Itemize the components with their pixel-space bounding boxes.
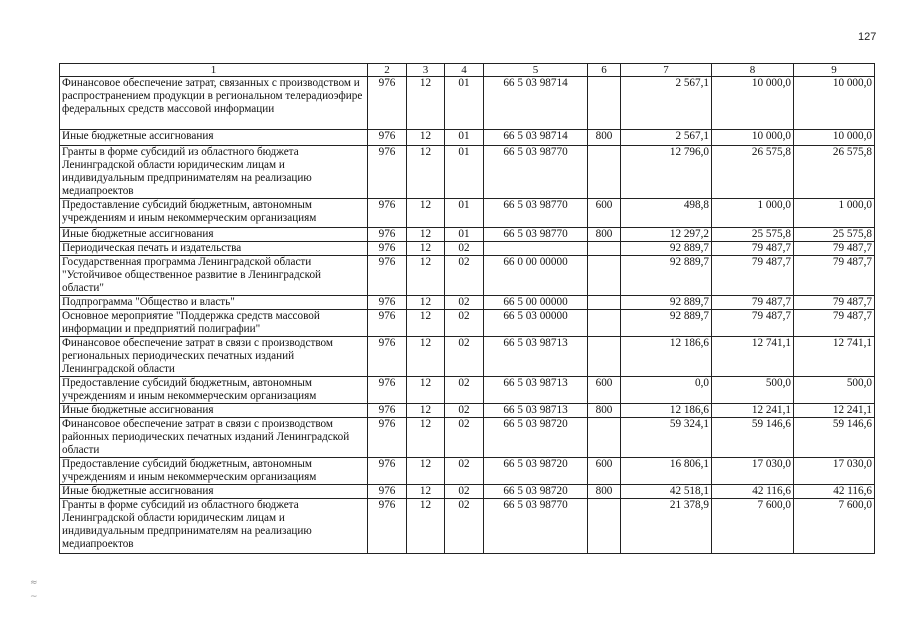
admin-code-cell: 976 bbox=[368, 242, 407, 256]
subsection-cell: 02 bbox=[445, 404, 484, 418]
subsection-cell: 01 bbox=[445, 146, 484, 199]
row-name-cell: Предоставление субсидий бюджетным, автономным учреждениям и иным некоммерческим организациям bbox=[60, 458, 368, 485]
amount-col7-cell: 12 186,6 bbox=[621, 337, 712, 377]
row-name-cell: Основное мероприятие "Поддержка средств массовой информации и предприятий полиграфии" bbox=[60, 310, 368, 337]
amount-col8-cell: 59 146,6 bbox=[712, 418, 794, 458]
target-article-cell: 66 5 03 98770 bbox=[484, 499, 588, 554]
target-article-cell: 66 5 03 98714 bbox=[484, 77, 588, 130]
expense-type-cell bbox=[588, 337, 621, 377]
target-article-cell: 66 5 03 98770 bbox=[484, 228, 588, 242]
amount-col8-cell: 26 575,8 bbox=[712, 146, 794, 199]
target-article-cell: 66 0 00 00000 bbox=[484, 256, 588, 296]
amount-col7-cell: 12 796,0 bbox=[621, 146, 712, 199]
section-cell: 12 bbox=[407, 77, 445, 130]
table-row bbox=[60, 485, 875, 499]
row-name-cell: Иные бюджетные ассигнования bbox=[60, 130, 368, 146]
column-header: 1 bbox=[60, 64, 368, 77]
subsection-cell: 01 bbox=[445, 77, 484, 130]
section-cell: 12 bbox=[407, 242, 445, 256]
amount-col9-cell: 500,0 bbox=[794, 377, 875, 404]
amount-col9-cell: 79 487,7 bbox=[794, 310, 875, 337]
amount-col8-cell: 79 487,7 bbox=[712, 242, 794, 256]
amount-col9-cell: 26 575,8 bbox=[794, 146, 875, 199]
column-header: 2 bbox=[368, 64, 407, 77]
admin-code-cell: 976 bbox=[368, 199, 407, 228]
target-article-cell: 66 5 03 98714 bbox=[484, 130, 588, 146]
admin-code-cell: 976 bbox=[368, 296, 407, 310]
subsection-cell: 02 bbox=[445, 256, 484, 296]
admin-code-cell: 976 bbox=[368, 130, 407, 146]
section-cell: 12 bbox=[407, 296, 445, 310]
amount-col9-cell: 17 030,0 bbox=[794, 458, 875, 485]
amount-col9-cell: 12 241,1 bbox=[794, 404, 875, 418]
amount-col8-cell: 42 116,6 bbox=[712, 485, 794, 499]
admin-code-cell: 976 bbox=[368, 377, 407, 404]
subsection-cell: 01 bbox=[445, 130, 484, 146]
amount-col9-cell: 79 487,7 bbox=[794, 296, 875, 310]
target-article-cell: 66 5 03 98713 bbox=[484, 404, 588, 418]
row-name-cell: Государственная программа Ленинградской области "Устойчивое общественное развитие в Ленинградской области" bbox=[60, 256, 368, 296]
subsection-cell: 02 bbox=[445, 418, 484, 458]
admin-code-cell: 976 bbox=[368, 499, 407, 554]
target-article-cell: 66 5 03 00000 bbox=[484, 310, 588, 337]
admin-code-cell: 976 bbox=[368, 485, 407, 499]
amount-col8-cell: 7 600,0 bbox=[712, 499, 794, 554]
amount-col9-cell: 79 487,7 bbox=[794, 256, 875, 296]
column-header: 9 bbox=[794, 64, 875, 77]
expense-type-cell bbox=[588, 296, 621, 310]
amount-col7-cell: 92 889,7 bbox=[621, 256, 712, 296]
expense-type-cell bbox=[588, 77, 621, 130]
table-row bbox=[60, 377, 875, 404]
section-cell: 12 bbox=[407, 418, 445, 458]
table-row bbox=[60, 458, 875, 485]
amount-col7-cell: 2 567,1 bbox=[621, 130, 712, 146]
table-row bbox=[60, 337, 875, 377]
subsection-cell: 01 bbox=[445, 199, 484, 228]
amount-col7-cell: 12 186,6 bbox=[621, 404, 712, 418]
row-name-cell: Финансовое обеспечение затрат в связи с производством региональных периодических печатных изданий Ленинградской области bbox=[60, 337, 368, 377]
section-cell: 12 bbox=[407, 337, 445, 377]
amount-col7-cell: 12 297,2 bbox=[621, 228, 712, 242]
row-name-cell: Финансовое обеспечение затрат в связи с производством районных периодических печатных изданий Ленинградской области bbox=[60, 418, 368, 458]
expense-type-cell: 600 bbox=[588, 458, 621, 485]
table-row bbox=[60, 404, 875, 418]
amount-col7-cell: 16 806,1 bbox=[621, 458, 712, 485]
section-cell: 12 bbox=[407, 377, 445, 404]
target-article-cell bbox=[484, 242, 588, 256]
amount-col7-cell: 92 889,7 bbox=[621, 310, 712, 337]
amount-col7-cell: 92 889,7 bbox=[621, 296, 712, 310]
section-cell: 12 bbox=[407, 146, 445, 199]
target-article-cell: 66 5 03 98770 bbox=[484, 199, 588, 228]
expense-type-cell bbox=[588, 256, 621, 296]
amount-col8-cell: 12 741,1 bbox=[712, 337, 794, 377]
amount-col8-cell: 500,0 bbox=[712, 377, 794, 404]
amount-col8-cell: 79 487,7 bbox=[712, 310, 794, 337]
row-name-cell: Подпрограмма "Общество и власть" bbox=[60, 296, 368, 310]
row-name-cell: Иные бюджетные ассигнования bbox=[60, 485, 368, 499]
expense-type-cell bbox=[588, 418, 621, 458]
table-row bbox=[60, 499, 875, 554]
amount-col8-cell: 10 000,0 bbox=[712, 130, 794, 146]
section-cell: 12 bbox=[407, 130, 445, 146]
margin-scribble: ≈ bbox=[30, 578, 38, 588]
subsection-cell: 01 bbox=[445, 228, 484, 242]
target-article-cell: 66 5 03 98713 bbox=[484, 337, 588, 377]
target-article-cell: 66 5 03 98720 bbox=[484, 458, 588, 485]
table-row bbox=[60, 310, 875, 337]
amount-col7-cell: 0,0 bbox=[621, 377, 712, 404]
table-row bbox=[60, 130, 875, 146]
section-cell: 12 bbox=[407, 458, 445, 485]
amount-col9-cell: 1 000,0 bbox=[794, 199, 875, 228]
subsection-cell: 02 bbox=[445, 377, 484, 404]
table-row bbox=[60, 228, 875, 242]
target-article-cell: 66 5 03 98770 bbox=[484, 146, 588, 199]
section-cell: 12 bbox=[407, 228, 445, 242]
subsection-cell: 02 bbox=[445, 485, 484, 499]
target-article-cell: 66 5 00 00000 bbox=[484, 296, 588, 310]
target-article-cell: 66 5 03 98713 bbox=[484, 377, 588, 404]
section-cell: 12 bbox=[407, 499, 445, 554]
margin-scribble: ~ bbox=[30, 592, 38, 602]
amount-col8-cell: 79 487,7 bbox=[712, 296, 794, 310]
admin-code-cell: 976 bbox=[368, 458, 407, 485]
amount-col8-cell: 17 030,0 bbox=[712, 458, 794, 485]
amount-col7-cell: 498,8 bbox=[621, 199, 712, 228]
expense-type-cell: 600 bbox=[588, 199, 621, 228]
table-row bbox=[60, 296, 875, 310]
row-name-cell: Гранты в форме субсидий из областного бюджета Ленинградской области юридическим лицам и индивидуальным предпринимателям на реализацию медиапроектов bbox=[60, 146, 368, 199]
amount-col9-cell: 42 116,6 bbox=[794, 485, 875, 499]
table-row bbox=[60, 418, 875, 458]
target-article-cell: 66 5 03 98720 bbox=[484, 418, 588, 458]
column-header: 5 bbox=[484, 64, 588, 77]
amount-col7-cell: 2 567,1 bbox=[621, 77, 712, 130]
table-row bbox=[60, 77, 875, 130]
column-header: 3 bbox=[407, 64, 445, 77]
table-row bbox=[60, 199, 875, 228]
admin-code-cell: 976 bbox=[368, 337, 407, 377]
subsection-cell: 02 bbox=[445, 242, 484, 256]
amount-col9-cell: 7 600,0 bbox=[794, 499, 875, 554]
subsection-cell: 02 bbox=[445, 499, 484, 554]
column-header: 8 bbox=[712, 64, 794, 77]
amount-col8-cell: 12 241,1 bbox=[712, 404, 794, 418]
amount-col8-cell: 25 575,8 bbox=[712, 228, 794, 242]
section-cell: 12 bbox=[407, 256, 445, 296]
column-header: 7 bbox=[621, 64, 712, 77]
table-row bbox=[60, 146, 875, 199]
expense-type-cell: 800 bbox=[588, 130, 621, 146]
section-cell: 12 bbox=[407, 310, 445, 337]
expense-type-cell bbox=[588, 499, 621, 554]
admin-code-cell: 976 bbox=[368, 418, 407, 458]
budget-table bbox=[59, 63, 875, 554]
target-article-cell: 66 5 03 98720 bbox=[484, 485, 588, 499]
amount-col8-cell: 1 000,0 bbox=[712, 199, 794, 228]
admin-code-cell: 976 bbox=[368, 256, 407, 296]
table-row bbox=[60, 242, 875, 256]
subsection-cell: 02 bbox=[445, 337, 484, 377]
admin-code-cell: 976 bbox=[368, 146, 407, 199]
expense-type-cell bbox=[588, 242, 621, 256]
section-cell: 12 bbox=[407, 199, 445, 228]
amount-col9-cell: 12 741,1 bbox=[794, 337, 875, 377]
admin-code-cell: 976 bbox=[368, 310, 407, 337]
section-cell: 12 bbox=[407, 404, 445, 418]
subsection-cell: 02 bbox=[445, 296, 484, 310]
row-name-cell: Предоставление субсидий бюджетным, автономным учреждениям и иным некоммерческим организациям bbox=[60, 199, 368, 228]
column-header: 6 bbox=[588, 64, 621, 77]
page-number: 127 bbox=[858, 31, 877, 43]
amount-col9-cell: 25 575,8 bbox=[794, 228, 875, 242]
amount-col8-cell: 79 487,7 bbox=[712, 256, 794, 296]
amount-col9-cell: 59 146,6 bbox=[794, 418, 875, 458]
expense-type-cell: 800 bbox=[588, 228, 621, 242]
amount-col8-cell: 10 000,0 bbox=[712, 77, 794, 130]
admin-code-cell: 976 bbox=[368, 228, 407, 242]
amount-col9-cell: 10 000,0 bbox=[794, 77, 875, 130]
section-cell: 12 bbox=[407, 485, 445, 499]
amount-col7-cell: 21 378,9 bbox=[621, 499, 712, 554]
amount-col9-cell: 79 487,7 bbox=[794, 242, 875, 256]
row-name-cell: Периодическая печать и издательства bbox=[60, 242, 368, 256]
row-name-cell: Иные бюджетные ассигнования bbox=[60, 404, 368, 418]
column-header: 4 bbox=[445, 64, 484, 77]
admin-code-cell: 976 bbox=[368, 77, 407, 130]
table-row bbox=[60, 256, 875, 296]
expense-type-cell bbox=[588, 310, 621, 337]
amount-col7-cell: 92 889,7 bbox=[621, 242, 712, 256]
row-name-cell: Иные бюджетные ассигнования bbox=[60, 228, 368, 242]
expense-type-cell: 800 bbox=[588, 404, 621, 418]
expense-type-cell bbox=[588, 146, 621, 199]
admin-code-cell: 976 bbox=[368, 404, 407, 418]
amount-col7-cell: 59 324,1 bbox=[621, 418, 712, 458]
subsection-cell: 02 bbox=[445, 310, 484, 337]
table-header-row bbox=[60, 64, 875, 77]
row-name-cell: Финансовое обеспечение затрат, связанных с производством и распространением продукции в региональном телерадиоэфире федеральных средств массовой информации bbox=[60, 77, 368, 130]
amount-col9-cell: 10 000,0 bbox=[794, 130, 875, 146]
table-body bbox=[60, 77, 875, 554]
subsection-cell: 02 bbox=[445, 458, 484, 485]
row-name-cell: Предоставление субсидий бюджетным, автономным учреждениям и иным некоммерческим организациям bbox=[60, 377, 368, 404]
amount-col7-cell: 42 518,1 bbox=[621, 485, 712, 499]
row-name-cell: Гранты в форме субсидий из областного бюджета Ленинградской области юридическим лицам и индивидуальным предпринимателям на реализацию медиапроектов bbox=[60, 499, 368, 554]
expense-type-cell: 800 bbox=[588, 485, 621, 499]
expense-type-cell: 600 bbox=[588, 377, 621, 404]
